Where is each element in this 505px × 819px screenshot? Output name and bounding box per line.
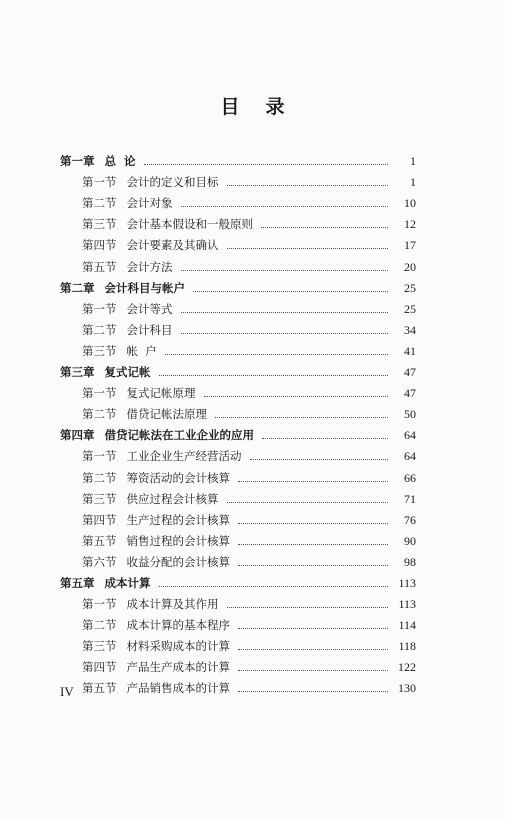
toc-page-number: 1 <box>410 175 416 190</box>
toc-page-number: 76 <box>404 512 416 527</box>
toc-entry-title: 成本计算 <box>104 575 151 590</box>
toc-entry-title: 借贷记帐法在工业企业的应用 <box>104 428 254 443</box>
dot-leader <box>181 333 389 334</box>
toc-entry-label: 第一节 <box>82 449 117 464</box>
toc-section-row <box>60 463 416 484</box>
toc-section-row <box>60 189 416 210</box>
toc-entry-title: 会计对象 <box>126 196 173 211</box>
toc-section-row <box>60 379 416 400</box>
toc-entry-label: 第五节 <box>82 259 117 274</box>
toc-section-row <box>60 337 416 358</box>
toc-entry-label: 第三节 <box>82 491 117 506</box>
toc-entry-title: 会计科目与帐户 <box>104 280 185 295</box>
toc-section-row <box>60 674 416 695</box>
toc-entry-label: 第五节 <box>82 681 117 696</box>
toc-entry-title: 借贷记帐法原理 <box>126 407 207 422</box>
dot-leader <box>144 164 388 165</box>
toc-page-number: 20 <box>404 259 416 274</box>
dot-leader <box>181 270 389 271</box>
toc-entry-label: 第二节 <box>82 470 117 485</box>
dot-leader <box>238 649 388 650</box>
toc-section-row <box>60 611 416 632</box>
toc-entry-label: 第二节 <box>82 322 117 337</box>
toc-section-row <box>60 252 416 273</box>
toc-section-row <box>60 400 416 421</box>
toc-entry-label: 第一节 <box>82 175 117 190</box>
toc-entry-title: 会计等式 <box>126 301 173 316</box>
dot-leader <box>238 523 388 524</box>
toc-section-row <box>60 316 416 337</box>
toc-entry-label: 第一章 <box>60 154 95 169</box>
toc-entry-title: 产品销售成本的计算 <box>126 681 230 696</box>
toc-page-number: 113 <box>398 575 416 590</box>
toc-entry-label: 第三章 <box>60 365 95 380</box>
toc-chapter-row <box>60 358 416 379</box>
toc-entry-title: 成本计算及其作用 <box>126 597 219 612</box>
toc-page-number: 50 <box>404 407 416 422</box>
toc-page-number: 90 <box>404 533 416 548</box>
dot-leader <box>238 544 388 545</box>
dot-leader <box>227 248 389 249</box>
toc-page-number: 34 <box>404 322 416 337</box>
table-of-contents <box>60 147 416 695</box>
dot-leader <box>238 628 388 629</box>
toc-section-row <box>60 210 416 231</box>
toc-entry-label: 第四节 <box>82 512 117 527</box>
toc-entry-label: 第一节 <box>82 597 117 612</box>
toc-section-row <box>60 527 416 548</box>
toc-section-row <box>60 653 416 674</box>
dot-leader <box>238 691 388 692</box>
toc-page-number: 122 <box>398 660 416 675</box>
dot-leader <box>238 481 388 482</box>
toc-entry-label: 第三节 <box>82 343 117 358</box>
toc-page-number: 41 <box>404 343 416 358</box>
toc-page-number: 98 <box>404 554 416 569</box>
dot-leader <box>227 502 389 503</box>
toc-chapter-row <box>60 274 416 295</box>
toc-page-number: 25 <box>404 280 416 295</box>
toc-page-number: 12 <box>404 217 416 232</box>
toc-entry-label: 第三节 <box>82 639 117 654</box>
toc-entry-label: 第三节 <box>82 217 117 232</box>
toc-entry-title: 筹资活动的会计核算 <box>126 470 230 485</box>
toc-chapter-row <box>60 147 416 168</box>
toc-entry-title: 会计基本假设和一般原则 <box>126 217 253 232</box>
toc-entry-title: 收益分配的会计核算 <box>126 554 230 569</box>
toc-page-number: 66 <box>404 470 416 485</box>
toc-page-number: 64 <box>404 428 416 443</box>
toc-entry-label: 第一节 <box>82 301 117 316</box>
toc-page-number: 47 <box>404 365 416 380</box>
toc-section-row <box>60 632 416 653</box>
toc-page-number: 25 <box>404 301 416 316</box>
toc-entry-label: 第二节 <box>82 196 117 211</box>
toc-chapter-row <box>60 569 416 590</box>
toc-entry-label: 第四章 <box>60 428 95 443</box>
dot-leader <box>204 396 389 397</box>
dot-leader <box>215 417 388 418</box>
toc-entry-title: 生产过程的会计核算 <box>126 512 230 527</box>
toc-entry-label: 第一节 <box>82 386 117 401</box>
toc-section-row <box>60 506 416 527</box>
toc-chapter-row <box>60 421 416 442</box>
dot-leader <box>165 354 388 355</box>
toc-entry-title: 复式记帐原理 <box>126 386 196 401</box>
toc-page-number: 113 <box>398 597 416 612</box>
dot-leader <box>159 375 389 376</box>
toc-page-number: 64 <box>404 449 416 464</box>
dot-leader <box>159 586 389 587</box>
dot-leader <box>250 459 389 460</box>
toc-page-number: 118 <box>398 639 416 654</box>
dot-leader <box>227 607 389 608</box>
toc-section-row <box>60 442 416 463</box>
toc-entry-title: 会计要素及其确认 <box>126 238 219 253</box>
toc-entry-title: 会计科目 <box>126 322 173 337</box>
toc-section-row <box>60 295 416 316</box>
page-folio: IV <box>60 684 74 699</box>
toc-entry-title: 帐 户 <box>126 343 157 358</box>
toc-page-number: 17 <box>404 238 416 253</box>
dot-leader <box>262 438 388 439</box>
toc-entry-title: 工业企业生产经营活动 <box>126 449 242 464</box>
dot-leader <box>238 670 388 671</box>
toc-entry-title: 销售过程的会计核算 <box>126 533 230 548</box>
dot-leader <box>227 185 389 186</box>
toc-entry-label: 第五章 <box>60 575 95 590</box>
toc-section-row <box>60 548 416 569</box>
dot-leader <box>181 206 389 207</box>
toc-entry-label: 第四节 <box>82 660 117 675</box>
toc-page-number: 130 <box>398 681 416 696</box>
toc-entry-label: 第二节 <box>82 618 117 633</box>
toc-page-number: 1 <box>410 154 416 169</box>
toc-page-number: 114 <box>398 618 416 633</box>
toc-section-row <box>60 590 416 611</box>
toc-entry-title: 会计的定义和目标 <box>126 175 219 190</box>
toc-entry-title: 材料采购成本的计算 <box>126 639 230 654</box>
toc-entry-title: 总 论 <box>104 154 136 169</box>
page-title: 目录 <box>220 96 311 118</box>
toc-page-number: 10 <box>404 196 416 211</box>
dot-leader <box>238 565 388 566</box>
toc-entry-label: 第二节 <box>82 407 117 422</box>
toc-entry-label: 第五节 <box>82 533 117 548</box>
dot-leader <box>261 227 388 228</box>
toc-entry-title: 供应过程会计核算 <box>126 491 219 506</box>
toc-page-number: 71 <box>404 491 416 506</box>
toc-section-row <box>60 168 416 189</box>
dot-leader <box>181 312 389 313</box>
dot-leader <box>193 291 388 292</box>
toc-section-row <box>60 485 416 506</box>
toc-entry-title: 产品生产成本的计算 <box>126 660 230 675</box>
toc-page-number: 47 <box>404 386 416 401</box>
toc-entry-label: 第四节 <box>82 238 117 253</box>
toc-entry-title: 成本计算的基本程序 <box>126 618 230 633</box>
toc-entry-title: 复式记帐 <box>104 365 151 380</box>
toc-entry-label: 第二章 <box>60 280 95 295</box>
toc-entry-title: 会计方法 <box>126 259 173 274</box>
toc-section-row <box>60 231 416 252</box>
toc-entry-label: 第六节 <box>82 554 117 569</box>
